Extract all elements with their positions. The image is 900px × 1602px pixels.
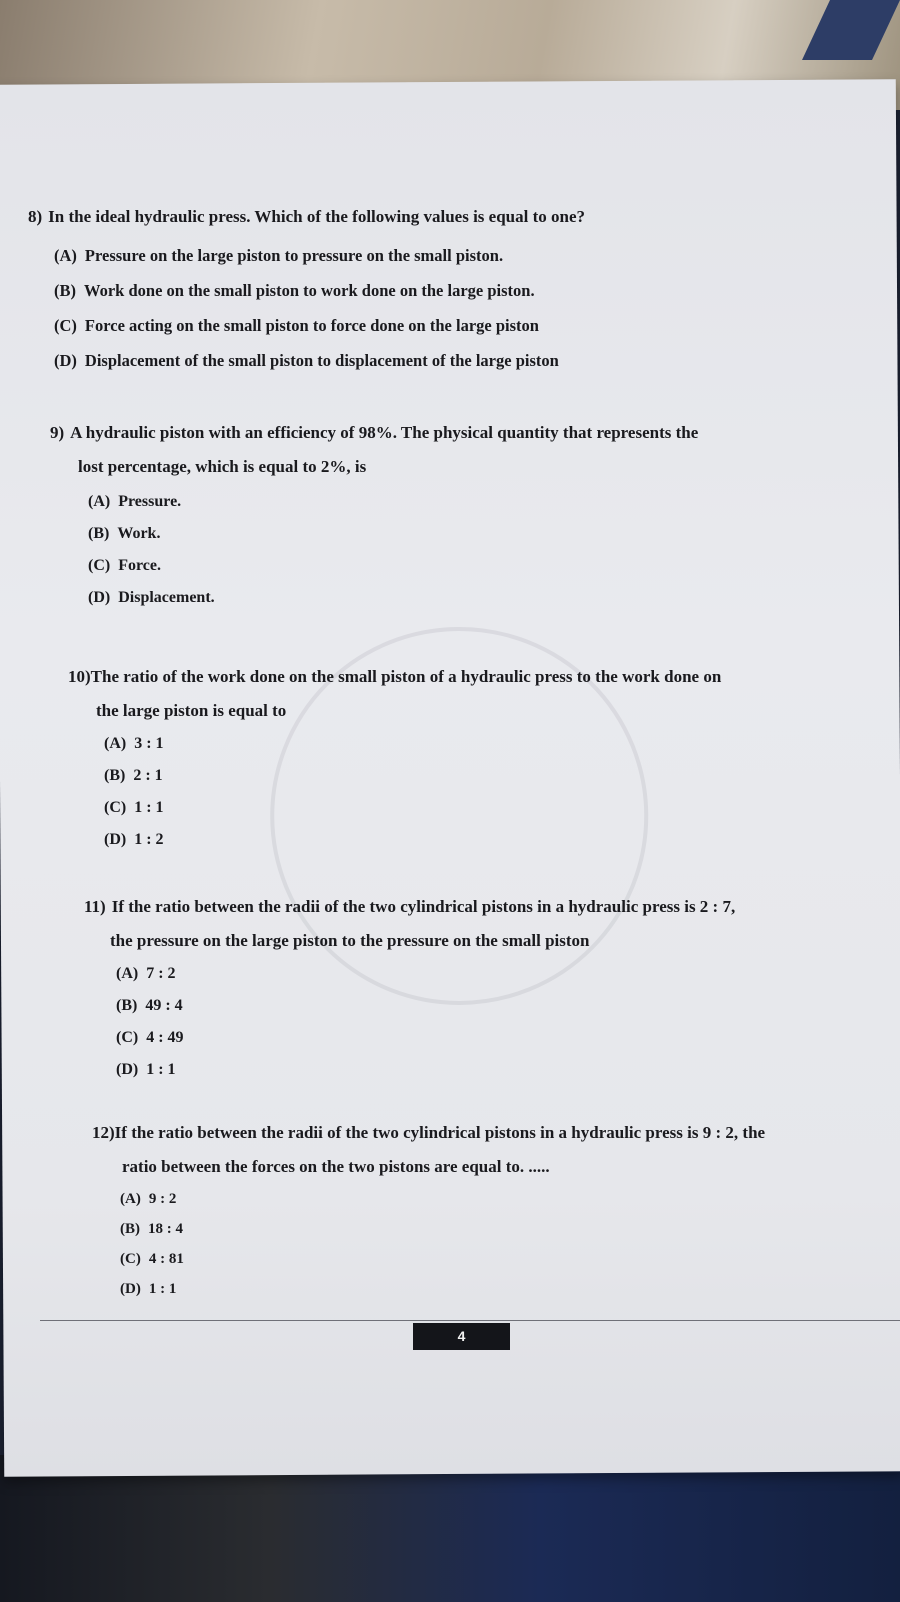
option-label: (B) — [120, 1221, 140, 1237]
option-b — [120, 1214, 882, 1244]
option-label: (D) — [88, 589, 111, 606]
option-a — [54, 238, 868, 273]
question-number: 8) — [28, 207, 43, 226]
option-list — [116, 958, 874, 1086]
option-label: (D) — [116, 1061, 139, 1078]
option-text: 18 : 4 — [148, 1221, 183, 1237]
option-c — [54, 308, 868, 343]
option-text: 9 : 2 — [148, 1191, 177, 1207]
option-d — [116, 1054, 874, 1086]
question-text-continued: lost percentage, which is equal to 2%, is — [78, 457, 367, 476]
question-stem — [92, 1116, 882, 1184]
option-label: (B) — [104, 767, 126, 784]
option-text: Work. — [117, 525, 161, 542]
question-stem — [50, 416, 870, 484]
question-text: The ratio of the work done on the small piston of a hydraulic press to the work done on — [90, 667, 722, 686]
option-list — [54, 238, 868, 378]
option-label: (A) — [104, 735, 127, 752]
question-12 — [92, 1116, 882, 1304]
option-label: (A) — [54, 246, 77, 265]
option-text: 1 : 1 — [146, 1061, 176, 1078]
option-a — [104, 728, 868, 760]
option-label: (C) — [88, 557, 111, 574]
question-number: 9) — [50, 423, 65, 442]
option-b — [116, 990, 874, 1022]
option-list — [104, 728, 868, 856]
question-9 — [50, 416, 870, 614]
option-text: 7 : 2 — [146, 965, 176, 982]
option-a — [116, 958, 874, 990]
option-b — [88, 518, 870, 550]
question-stem — [84, 890, 874, 958]
question-text-continued: ratio between the forces on the two pistons are equal to. ..... — [122, 1157, 550, 1176]
option-text: Displacement of the small piston to displacement of the large piston — [84, 351, 559, 370]
option-c — [104, 792, 868, 824]
background-surface-bottom — [0, 1455, 900, 1602]
option-text: Pressure. — [118, 493, 182, 510]
question-text: If the ratio between the radii of the two cylindrical pistons in a hydraulic press is 9 : 2, the — [114, 1123, 766, 1142]
question-11 — [84, 890, 874, 1086]
option-text: 4 : 81 — [148, 1251, 184, 1267]
option-label: (C) — [104, 799, 127, 816]
page-number: 4 — [413, 1323, 510, 1350]
option-list — [120, 1184, 882, 1304]
question-8 — [28, 200, 868, 378]
option-label: (A) — [120, 1191, 141, 1207]
option-text: 2 : 1 — [133, 767, 163, 784]
option-c — [120, 1244, 882, 1274]
option-label: (C) — [120, 1251, 141, 1267]
option-label: (C) — [116, 1029, 139, 1046]
option-text: 1 : 1 — [134, 799, 164, 816]
option-label: (D) — [104, 831, 127, 848]
option-d — [104, 824, 868, 856]
option-label: (B) — [116, 997, 138, 1014]
option-text: Displacement. — [118, 589, 215, 606]
question-10 — [68, 660, 868, 856]
option-text: Force acting on the small piston to force done on the large piston — [84, 316, 539, 335]
option-d — [54, 343, 868, 378]
option-b — [104, 760, 868, 792]
option-text: Force. — [118, 557, 162, 574]
option-a — [88, 486, 870, 518]
question-number: 12) — [92, 1123, 115, 1142]
question-number: 10) — [68, 667, 91, 686]
option-text: 49 : 4 — [145, 997, 183, 1014]
option-label: (C) — [54, 316, 77, 335]
option-text: Pressure on the large piston to pressure on the small piston. — [84, 246, 504, 265]
option-b — [54, 273, 868, 308]
option-label: (A) — [88, 493, 111, 510]
option-text: 3 : 1 — [134, 735, 164, 752]
option-text: 4 : 49 — [146, 1029, 184, 1046]
option-label: (D) — [54, 351, 77, 370]
question-number: 11) — [84, 897, 106, 916]
question-stem — [68, 660, 868, 728]
question-text: A hydraulic piston with an efficiency of 98%. The physical quantity that represents the — [70, 423, 699, 442]
option-label: (B) — [54, 281, 76, 300]
question-stem — [28, 200, 868, 234]
option-text: 1 : 2 — [134, 831, 164, 848]
option-d — [120, 1274, 882, 1304]
option-label: (D) — [120, 1281, 141, 1297]
question-text: In the ideal hydraulic press. Which of the following values is equal to one? — [48, 207, 585, 226]
question-text: If the ratio between the radii of the two cylindrical pistons in a hydraulic press is 2 : 7, — [111, 897, 736, 916]
option-c — [116, 1022, 874, 1054]
question-text-continued: the pressure on the large piston to the pressure on the small piston — [110, 931, 590, 950]
option-c — [88, 550, 870, 582]
option-d — [88, 582, 870, 614]
option-list — [88, 486, 870, 614]
footer-divider — [40, 1320, 900, 1321]
option-label: (B) — [88, 525, 110, 542]
option-a — [120, 1184, 882, 1214]
option-label: (A) — [116, 965, 139, 982]
option-text: Work done on the small piston to work done on the large piston. — [84, 281, 535, 300]
option-text: 1 : 1 — [148, 1281, 177, 1297]
question-text-continued: the large piston is equal to — [96, 701, 287, 720]
